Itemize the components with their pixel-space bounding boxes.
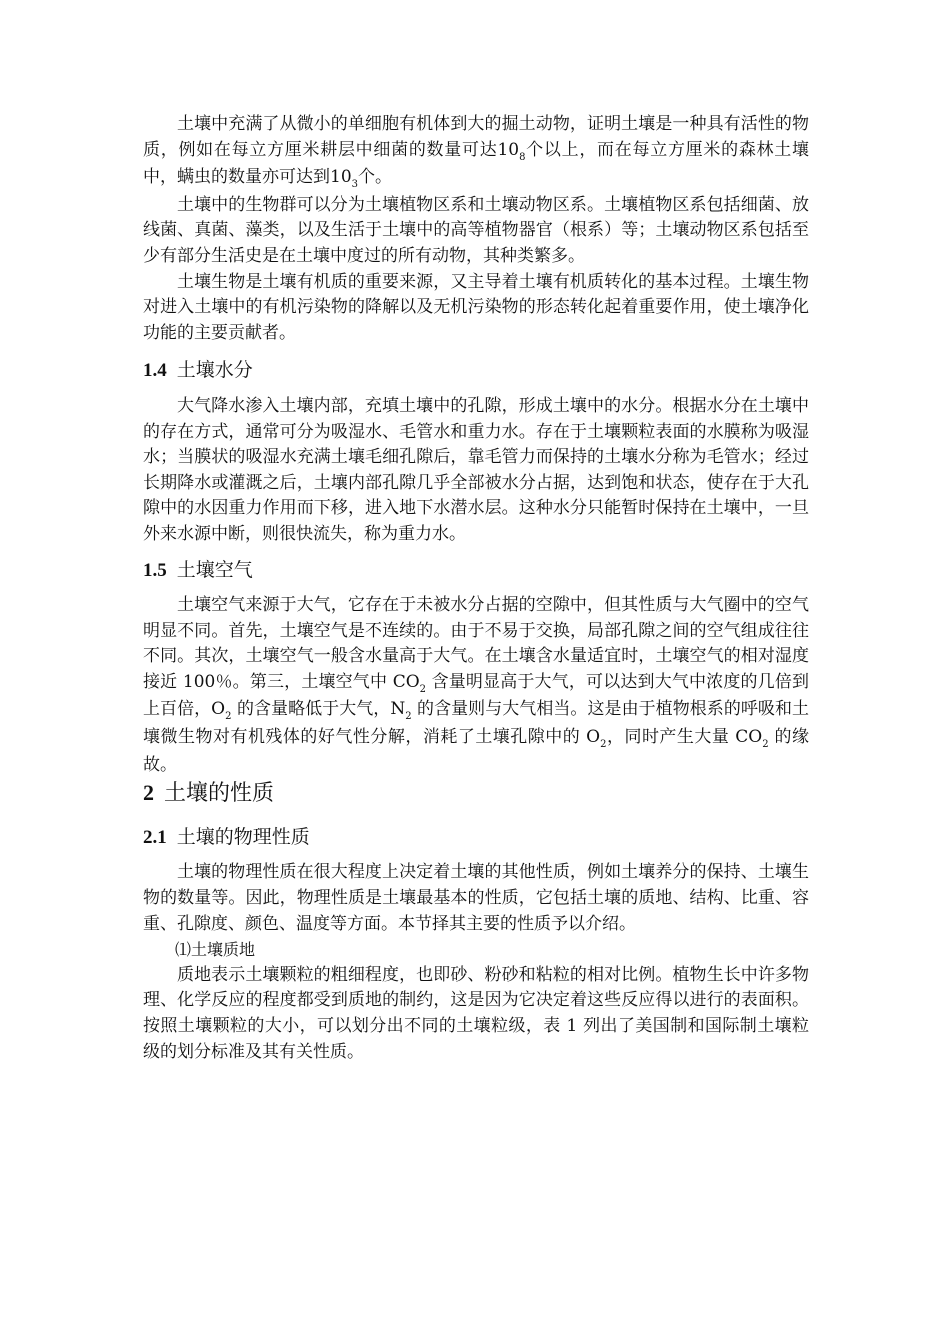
list-item-soil-texture: ⑴土壤质地 bbox=[175, 940, 256, 960]
paragraph-biota-groups: 土壤中的生物群可以分为土壤植物区系和土壤动物区系。土壤植物区系包括细菌、放线菌、真菌、藻类，以及生活于土壤中的高等植物器官（根系）等；土壤动物区系包括至少有部分生活史是在土壤中度过的所有动物，其种类繁多。 bbox=[143, 194, 809, 266]
section-heading-2-1: 2.1 土壤的物理性质 bbox=[143, 825, 310, 848]
section-heading-1-5: 1.5 土壤空气 bbox=[143, 558, 253, 581]
document-page bbox=[143, 112, 809, 1065]
paragraph-organism-role: 土壤生物是土壤有机质的重要来源，又主导着土壤有机质转化的基本过程。土壤生物对进入土壤中的有机污染物的降解以及无机污染物的形态转化起着重要作用，使土壤净化功能的主要贡献者。 bbox=[143, 271, 809, 343]
section-heading-1-4: 1.4 土壤水分 bbox=[143, 359, 253, 382]
paragraph-soil-organisms: 土壤中充满了从微小的单细胞有机体到大的掘土动物，证明土壤是一种具有活性的物质，例如在每立方厘米耕层中细菌的数量可达$10_8$个以上，而在每立方厘米的森林土壤中，螨虫的数量亦可达到$10_3$个。 bbox=[143, 114, 810, 191]
paragraph-soil-air: 土壤空气来源于大气，它存在于未被水分占据的空隙中，但其性质与大气圈中的空气明显不同。首先，土壤空气是不连续的。由于不易于交换，局部孔隙之间的空气组成往往不同。其次，土壤空气一般含水量高于大气。在土壤含水量适宜时，土壤空气的相对湿度接近 100％。第三，土壤空气中 $CO_2$ 含量明显高于大气，可以达到大气中浓度的几倍到上百倍，$O_2$ 的含量略低于大气，$N_2$ 的含量则与大气相当。这是由于植物根系的呼吸和土壤微生物对有机残体的好气性分解，消耗了土壤孔隙中的 $O_2$，同时产生大量 $CO_2$ 的缘故。 bbox=[143, 595, 810, 775]
subscript: 2 bbox=[762, 739, 769, 751]
chapter-heading-2: 2 土壤的性质 bbox=[143, 780, 275, 807]
paragraph-texture: 质地表示土壤颗粒的粗细程度，也即砂、粉砂和粘粒的相对比例。植物生长中许多物理、化学反应的程度都受到质地的制约，这是因为它决定着这些反应得以进行的表面积。按照土壤颗粒的大小，可以划分出不同的土壤粒级，表 1 列出了美国制和国际制土壤粒级的划分标准及其有关性质。 bbox=[143, 964, 809, 1062]
subscript: 2 bbox=[405, 711, 412, 723]
paragraph-soil-water: 大气降水渗入土壤内部，充填土壤中的孔隙，形成土壤中的水分。根据水分在土壤中的存在方式，通常可分为吸湿水、毛管水和重力水。存在于土壤颗粒表面的水膜称为吸湿水；当膜状的吸湿水充满土壤毛细孔隙后，靠毛管力而保持的土壤水分称为毛管水；经过长期降水或灌溉之后，土壤内部孔隙几乎全部被水分占据，达到饱和状态，使存在于大孔隙中的水因重力作用而下移，进入地下水潜水层。这种水分只能暂时保持在土壤中，一旦外来水源中断，则很快流失，称为重力水。 bbox=[143, 395, 809, 544]
paragraph-physical-properties: 土壤的物理性质在很大程度上决定着土壤的其他性质，例如土壤养分的保持、土壤生物的数量等。因此，物理性质是土壤最基本的性质，它包括土壤的质地、结构、比重、容重、孔隙度、颜色、温度等方面。本节择其主要的性质予以介绍。 bbox=[143, 862, 809, 934]
subscript: 2 bbox=[600, 739, 607, 751]
subscript: 2 bbox=[419, 683, 427, 695]
subscript: 2 bbox=[225, 711, 232, 723]
superscript: 3 bbox=[351, 179, 359, 191]
superscript: 8 bbox=[519, 151, 526, 163]
